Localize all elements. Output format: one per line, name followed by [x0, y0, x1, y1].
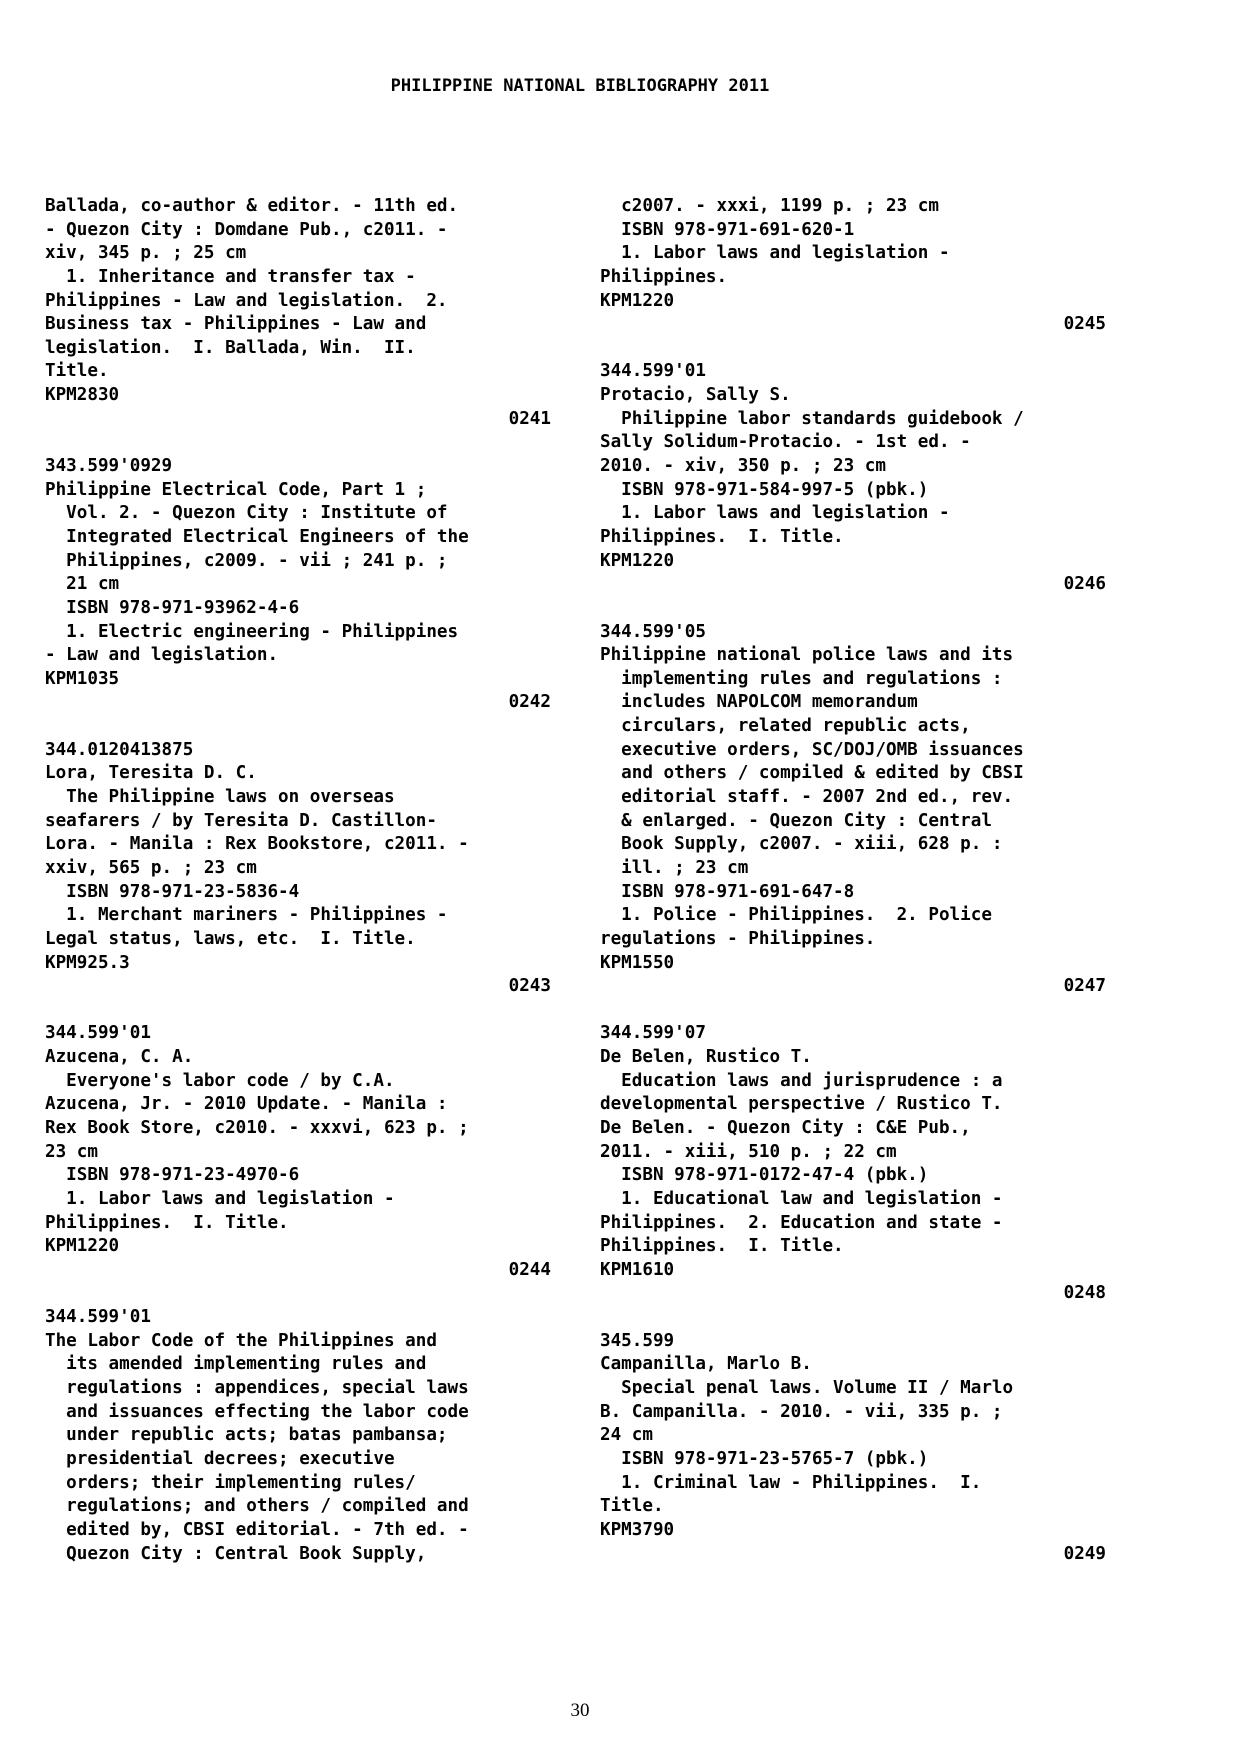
- entry-line: ISBN 978-971-0172-47-4 (pbk.): [600, 1165, 929, 1186]
- entry-line: edited by, CBSI editorial. - 7th ed. -: [45, 1519, 469, 1540]
- entry-line: Integrated Electrical Engineers of the: [45, 526, 469, 547]
- entry-number: 0243: [508, 976, 551, 997]
- entry-line: KPM1220: [600, 550, 675, 571]
- entry-line: KPM1610: [600, 1259, 675, 1280]
- page-number: 30: [570, 1700, 590, 1721]
- entry-line: ISBN 978-971-23-5836-4: [45, 881, 300, 902]
- entry-line: ISBN 978-971-23-4970-6: [45, 1165, 300, 1186]
- blank-line: [600, 999, 1120, 1023]
- entry-line: 2010. - xiv, 350 p. ; 23 cm: [600, 456, 886, 477]
- blank-line: [600, 337, 1120, 361]
- entry-number: 0248: [1063, 1283, 1106, 1304]
- entry-line: Philippine national police laws and its: [600, 645, 1014, 666]
- entry-line: 23 cm: [45, 1141, 98, 1162]
- entry-line: 2011. - xiii, 510 p. ; 22 cm: [600, 1141, 897, 1162]
- entry-line: 1. Labor laws and legislation -: [600, 243, 950, 264]
- entry-line: 1. Labor laws and legislation -: [600, 503, 950, 524]
- entry-line: executive orders, SC/DOJ/OMB issuances: [600, 739, 1024, 760]
- entry-line: Special penal laws. Volume II / Marlo: [600, 1378, 1014, 1399]
- entry-line: Quezon City : Central Book Supply,: [45, 1543, 427, 1564]
- entry-line: KPM3790: [600, 1519, 675, 1540]
- entry-line: editorial staff. - 2007 2nd ed., rev.: [600, 787, 1014, 808]
- entry-line: 1. Labor laws and legislation -: [45, 1188, 395, 1209]
- entry-line: ISBN 978-971-23-5765-7 (pbk.): [600, 1448, 929, 1469]
- entry-line: c2007. - xxxi, 1199 p. ; 23 cm: [600, 196, 939, 216]
- entry-number: 0242: [508, 692, 551, 713]
- entry-line: Philippines.: [600, 266, 728, 287]
- entry-line: 344.599'01: [600, 361, 706, 382]
- entry-line: Philippines. I. Title.: [45, 1212, 289, 1233]
- entry-line: 344.0120413875: [45, 739, 194, 760]
- entry-line: Ballada, co-author & editor. - 11th ed.: [45, 196, 459, 216]
- entry-line: Rex Book Store, c2010. - xxxvi, 623 p. ;: [45, 1117, 469, 1138]
- entry-line: 1. Police - Philippines. 2. Police: [600, 905, 992, 926]
- entry-number: 0249: [1063, 1543, 1106, 1564]
- entry-line: regulations; and others / compiled and: [45, 1496, 469, 1517]
- entry-line: - Quezon City : Domdane Pub., c2011. -: [45, 219, 448, 240]
- entry-line: & enlarged. - Quezon City : Central: [600, 810, 992, 831]
- entry-number: 0246: [1063, 574, 1106, 595]
- entry-line: 344.599'05: [600, 621, 706, 642]
- entry-line: 21 cm: [45, 574, 120, 595]
- page-header: PHILIPPINE NATIONAL BIBLIOGRAPHY 2011: [390, 76, 770, 96]
- entry-line: Protacio, Sally S.: [600, 385, 791, 406]
- entry-line: 345.599: [600, 1330, 675, 1351]
- entry-line: - Law and legislation.: [45, 645, 279, 666]
- entry-line: includes NAPOLCOM memorandum: [600, 692, 918, 713]
- entry-number: 0244: [508, 1259, 551, 1280]
- entry-line: implementing rules and regulations :: [600, 668, 1003, 689]
- entry-line: and others / compiled & edited by CBSI: [600, 763, 1024, 784]
- entry-line: The Philippine laws on overseas: [45, 787, 395, 808]
- entry-line: and issuances effecting the labor code: [45, 1401, 469, 1422]
- entry-line: Title.: [45, 361, 109, 382]
- entry-line: KPM2830: [45, 385, 120, 406]
- entry-line: ISBN 978-971-93962-4-6: [45, 597, 300, 618]
- entry-line: 1. Electric engineering - Philippines: [45, 621, 459, 642]
- entry-line: regulations - Philippines.: [600, 928, 876, 949]
- entry-line: ill. ; 23 cm: [600, 857, 749, 878]
- blank-line: [600, 1306, 1120, 1330]
- entry-line: Philippines. 2. Education and state -: [600, 1212, 1003, 1233]
- entry-number: 0241: [508, 408, 551, 429]
- entry-line: De Belen. - Quezon City : C&E Pub.,: [600, 1117, 971, 1138]
- entry-line: presidential decrees; executive: [45, 1448, 395, 1469]
- entry-line: legislation. I. Ballada, Win. II.: [45, 337, 416, 358]
- entry-line: Philippines, c2009. - vii ; 241 p. ;: [45, 550, 448, 571]
- entry-line: 1. Merchant mariners - Philippines -: [45, 905, 448, 926]
- entry-line: under republic acts; batas pambansa;: [45, 1425, 448, 1446]
- entry-line: Philippine labor standards guidebook /: [600, 408, 1024, 429]
- entry-line: Everyone's labor code / by C.A.: [45, 1070, 395, 1091]
- entry-line: De Belen, Rustico T.: [600, 1047, 812, 1068]
- entry-line: 343.599'0929: [45, 456, 173, 477]
- entry-line: Vol. 2. - Quezon City : Institute of: [45, 503, 448, 524]
- entry-line: seafarers / by Teresita D. Castillon-: [45, 810, 437, 831]
- entry-line: developmental perspective / Rustico T.: [600, 1094, 1003, 1115]
- entry-line: The Labor Code of the Philippines and: [45, 1330, 437, 1351]
- entry-line: regulations : appendices, special laws: [45, 1378, 469, 1399]
- entry-line: Philippines - Law and legislation. 2.: [45, 290, 448, 311]
- entry-line: ISBN 978-971-691-620-1: [600, 219, 855, 240]
- entry-line: Philippine Electrical Code, Part 1 ;: [45, 479, 427, 500]
- entry-line: Education laws and jurisprudence : a: [600, 1070, 1003, 1091]
- entry-line: 1. Educational law and legislation -: [600, 1188, 1003, 1209]
- entry-line: Business tax - Philippines - Law and: [45, 314, 427, 335]
- entry-line: 24 cm: [600, 1425, 653, 1446]
- entry-line: Philippines. I. Title.: [600, 526, 844, 547]
- entry-line: ISBN 978-971-691-647-8: [600, 881, 855, 902]
- entry-line: 1. Criminal law - Philippines. I.: [600, 1472, 982, 1493]
- entry-line: Philippines. I. Title.: [600, 1236, 844, 1257]
- entry-line: KPM1220: [600, 290, 675, 311]
- entry-line: KPM1035: [45, 668, 120, 689]
- entry-line: xxiv, 565 p. ; 23 cm: [45, 857, 257, 878]
- entry-line: Azucena, Jr. - 2010 Update. - Manila :: [45, 1094, 448, 1115]
- entry-line: Book Supply, c2007. - xiii, 628 p. :: [600, 834, 1003, 855]
- entry-line: circulars, related republic acts,: [600, 716, 971, 737]
- entry-line: 344.599'07: [600, 1023, 706, 1044]
- entry-line: 344.599'01: [45, 1023, 151, 1044]
- entry-line: Title.: [600, 1496, 664, 1517]
- entry-line: 344.599'01: [45, 1307, 151, 1328]
- left-column: [45, 195, 565, 1566]
- entry-line: Azucena, C. A.: [45, 1047, 194, 1068]
- blank-line: [45, 715, 565, 739]
- entry-line: Legal status, laws, etc. I. Title.: [45, 928, 416, 949]
- entry-line: ISBN 978-971-584-997-5 (pbk.): [600, 479, 929, 500]
- entry-number: 0247: [1063, 976, 1106, 997]
- entry-line: Campanilla, Marlo B.: [600, 1354, 812, 1375]
- blank-line: [45, 999, 565, 1023]
- entry-line: Sally Solidum-Protacio. - 1st ed. -: [600, 432, 971, 453]
- entry-line: KPM1550: [600, 952, 675, 973]
- entry-line: B. Campanilla. - 2010. - vii, 335 p. ;: [600, 1401, 1003, 1422]
- blank-line: [45, 1282, 565, 1306]
- entry-line: Lora, Teresita D. C.: [45, 763, 257, 784]
- right-column: [600, 195, 1120, 1566]
- blank-line: [600, 597, 1120, 621]
- entry-line: KPM1220: [45, 1236, 120, 1257]
- entry-line: its amended implementing rules and: [45, 1354, 427, 1375]
- entry-line: xiv, 345 p. ; 25 cm: [45, 243, 247, 264]
- entry-line: KPM925.3: [45, 952, 130, 973]
- blank-line: [45, 431, 565, 455]
- entry-line: orders; their implementing rules/: [45, 1472, 416, 1493]
- entry-number: 0245: [1063, 314, 1106, 335]
- entry-line: Lora. - Manila : Rex Bookstore, c2011. -: [45, 834, 469, 855]
- entry-line: 1. Inheritance and transfer tax -: [45, 266, 416, 287]
